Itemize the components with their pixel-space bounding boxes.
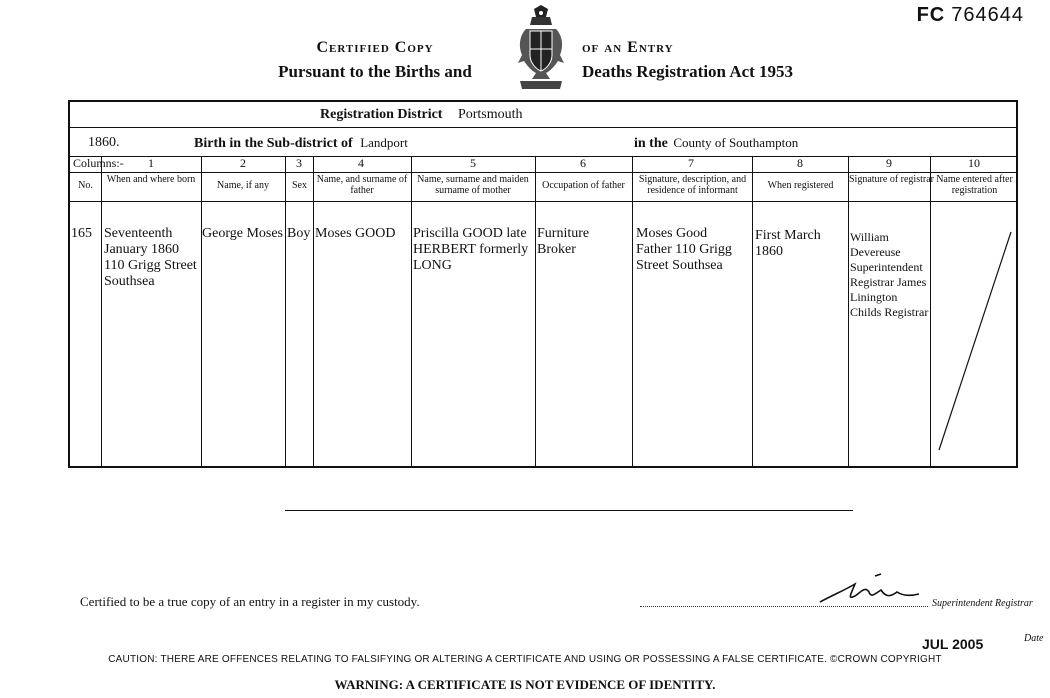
column-number-5: 5 [470, 156, 476, 170]
column-number-2: 2 [240, 156, 246, 170]
columns-label: Columns:- [73, 156, 124, 170]
register-entry-table [68, 100, 1018, 468]
column-header-father: Name, and surname of father [316, 174, 408, 196]
certificate-serial [917, 4, 1024, 27]
column-number-1: 1 [148, 156, 154, 170]
separator-line [285, 510, 853, 511]
registration-year: 1860. [88, 135, 120, 150]
entry-registrar: William Devereuse Superintendent Registrar James Linington Childs Registrar [850, 230, 929, 319]
registration-district-label: Registration District [320, 107, 443, 122]
warning-notice: WARNING: A CERTIFICATE IS NOT EVIDENCE OF IDENTITY. [334, 677, 716, 692]
county-value: County of Southampton [673, 135, 799, 150]
heading-act: Deaths Registration Act 1953 [582, 62, 794, 81]
registration-district-row [320, 107, 523, 123]
county-label: in the [634, 136, 668, 151]
column-header-sex: Sex [292, 180, 307, 191]
column-number-8: 8 [797, 156, 803, 170]
column-header-name-after: Name entered after registration [936, 174, 1013, 196]
entry-occupation: Furniture Broker [537, 226, 590, 257]
entry-when-where: Seventeenth January 1860 110 Grigg Street Southsea [104, 226, 197, 289]
entry-informant: Moses Good Father 110 Grigg Street Southsea [636, 226, 732, 273]
royal-crest-icon [510, 5, 572, 91]
column-header-no: No. [78, 180, 93, 191]
column-number-4: 4 [358, 156, 364, 170]
column-header-registered: When registered [767, 180, 834, 191]
date-stamp: JUL 2005 [922, 636, 984, 652]
entry-mother: Priscilla GOOD late HERBERT formerly LONG [413, 226, 529, 273]
entry-father: Moses GOOD [315, 226, 396, 241]
column-header-name: Name, if any [217, 180, 269, 191]
superintendent-registrar-label: Superintendent Registrar [932, 598, 1033, 609]
column-header-occupation: Occupation of father [542, 180, 625, 191]
column-number-3: 3 [296, 156, 302, 170]
serial-prefix: FC [916, 4, 946, 26]
column-number-6: 6 [580, 156, 586, 170]
heading-right [582, 36, 842, 84]
certified-statement: Certified to be a true copy of an entry in a register in my custody. [80, 594, 420, 609]
registrar-signature-icon [815, 570, 925, 610]
county-row [634, 135, 798, 152]
column-10-cancel-stroke [931, 202, 1018, 468]
date-label: Date [1024, 633, 1044, 644]
column-header-registrar: Signature of registrar [849, 174, 934, 185]
heading-of-an-entry: of an Entry [582, 39, 674, 56]
registration-district-value: Portsmouth [457, 107, 523, 122]
column-header-informant: Signature, description, and residence of informant [638, 174, 747, 196]
subdistrict-row [194, 135, 408, 152]
heading-certified-copy: Certified Copy [316, 39, 434, 56]
subdistrict-label: Birth in the Sub-district of [194, 136, 353, 151]
subdistrict-value: Landport [360, 135, 408, 150]
caution-notice: CAUTION: THERE ARE OFFENCES RELATING TO FALSIFYING OR ALTERING A CERTIFICATE AND USING OR POSSESSING A FALSE CERTIFICATE. ©CROWN COPYRIGHT [108, 654, 942, 665]
serial-number: 764644 [951, 4, 1024, 26]
heading-left [250, 36, 500, 84]
column-header-when-where: When and where born [106, 174, 196, 185]
entry-name: George Moses [202, 226, 284, 241]
column-number-7: 7 [688, 156, 694, 170]
heading-pursuant: Pursuant to the Births and [278, 62, 472, 81]
column-number-9: 9 [886, 156, 892, 170]
column-header-mother: Name, surname and maiden surname of mother [417, 174, 529, 196]
column-number-10: 10 [968, 156, 980, 170]
entry-sex: Boy [287, 226, 311, 241]
entry-no: 165 [71, 226, 92, 241]
entry-registered: First March 1860 [755, 228, 821, 259]
